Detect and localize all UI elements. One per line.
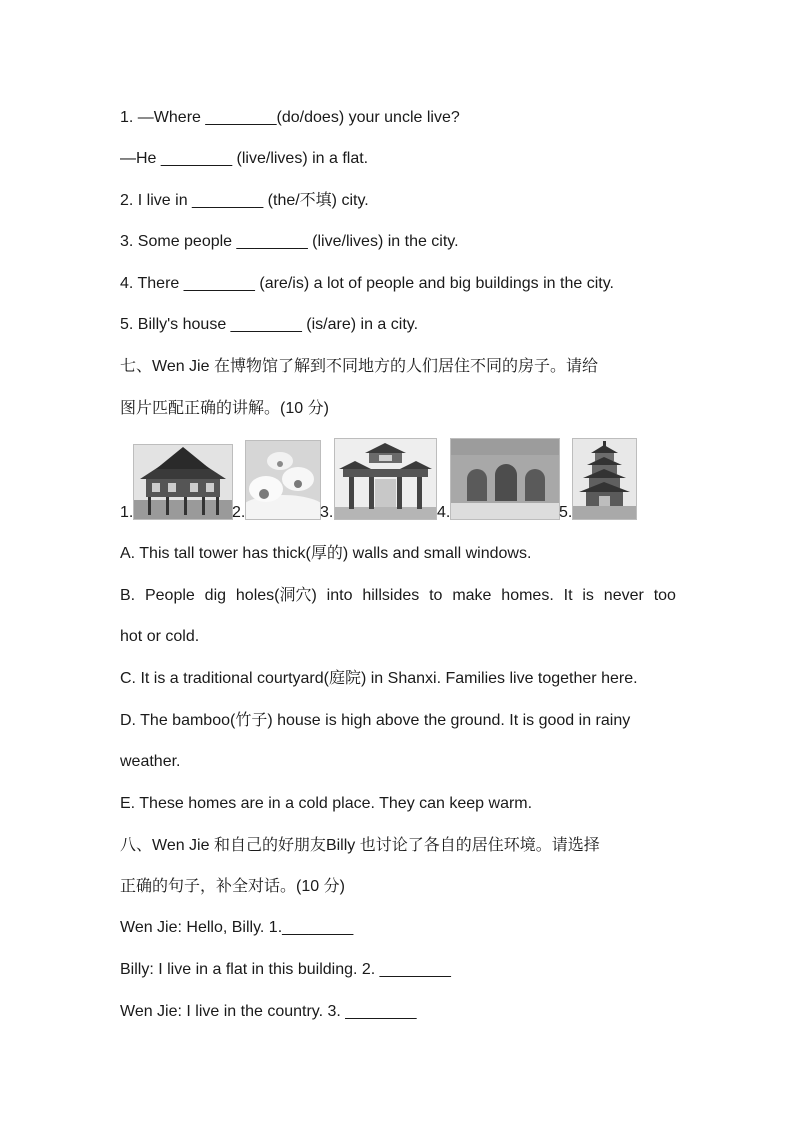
section-7-heading-cont: 图片匹配正确的讲解。(10 分) [120, 400, 329, 417]
option-a: A. This tall tower has thick(厚的) walls and small windows. [120, 545, 532, 562]
section-8-heading-cont: 正确的句子，补全对话。(10 分) [120, 878, 345, 895]
option-c: C. It is a traditional courtyard(庭院) in Shanxi. Families live together here. [120, 670, 638, 687]
question-3: 3. Some people ________ (live/lives) in the city. [120, 233, 459, 250]
dialogue-line-1: Wen Jie: Hello, Billy. 1.________ [120, 919, 354, 936]
question-5: 5. Billy's house ________ (is/are) in a city. [120, 316, 419, 333]
picture-2-number: 2. [232, 504, 246, 521]
snow-igloo-icon [245, 440, 321, 520]
picture-1-number: 1. [120, 504, 134, 521]
cave-dwelling-icon [450, 438, 560, 520]
picture-3-number: 3. [320, 504, 334, 521]
option-d-cont: weather. [120, 753, 181, 770]
picture-4-number: 4. [437, 504, 451, 521]
option-e: E. These homes are in a cold place. They can keep warm. [120, 795, 533, 812]
option-b-cont: hot or cold. [120, 628, 200, 645]
option-d: D. The bamboo(竹子) house is high above the ground. It is good in rainy [120, 712, 631, 729]
dialogue-line-2: Billy: I live in a flat in this building. 2. ________ [120, 961, 451, 978]
picture-5-number: 5. [559, 504, 573, 521]
question-1: 1. —Where ________(do/does) your uncle live? [120, 109, 460, 126]
dialogue-line-3: Wen Jie: I live in the country. 3. ________ [120, 1003, 417, 1020]
archway-gate-icon [334, 438, 437, 520]
section-8-heading: 八、Wen Jie 和自己的好朋友Billy 也讨论了各自的居住环境。请选择 [120, 837, 600, 854]
question-2: 2. I live in ________ (the/不填) city. [120, 192, 369, 209]
pagoda-tower-icon [572, 438, 637, 520]
section-7-heading: 七、Wen Jie 在博物馆了解到不同地方的人们居住不同的房子。请给 [120, 358, 598, 375]
question-4: 4. There ________ (are/is) a lot of people and big buildings in the city. [120, 275, 614, 292]
question-1-answer-line: —He ________ (live/lives) in a flat. [120, 150, 369, 167]
option-b: B. People dig holes(洞穴) into hillsides to make homes. It is never too [120, 587, 676, 604]
bamboo-stilt-house-icon [133, 444, 233, 520]
